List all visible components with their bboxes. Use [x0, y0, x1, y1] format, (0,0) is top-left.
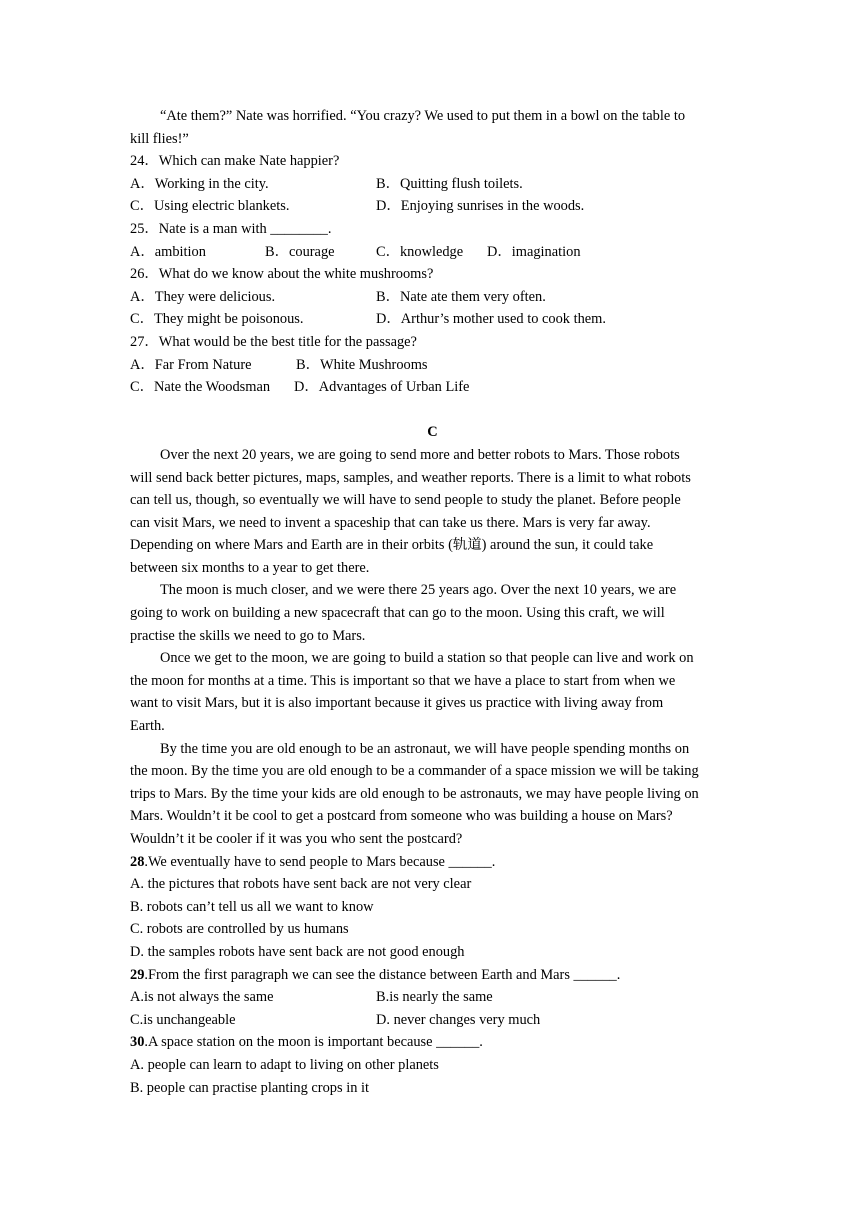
question-text: .From the first paragraph we can see the distance between Earth and Mars ______.: [144, 966, 621, 983]
question-29-options-row: [130, 1009, 735, 1032]
option-d: D．Enjoying sunrises in the woods.: [376, 198, 585, 215]
passage-line: want to visit Mars, but it is also important because it gives us practice with living away from: [130, 695, 664, 712]
question-24-options-row: [130, 173, 735, 196]
passage-line: the moon for months at a time. This is important so that we have a place to start from when we: [130, 672, 676, 689]
passage-c-paragraph-4: [130, 738, 735, 851]
passage-line: the moon. By the time you are old enough to be a commander of a space mission we will be taking: [130, 763, 699, 780]
question-25-options-row: [130, 241, 735, 264]
passage-line: can visit Mars, we need to invent a spaceship that can take us there. Mars is very far away.: [130, 514, 651, 531]
question-29-stem: [130, 964, 735, 987]
option-b: B．Nate ate them very often.: [376, 288, 546, 305]
passage-line: practise the skills we need to go to Mars.: [130, 627, 366, 644]
option-d: D．Advantages of Urban Life: [294, 379, 470, 396]
passage-c-paragraph-3: [130, 647, 735, 737]
option-b: B. robots can’t tell us all we want to know: [130, 898, 374, 915]
passage-line: The moon is much closer, and we were there 25 years ago. Over the next 10 years, we are: [160, 582, 677, 599]
option-a: A．They were delicious.: [130, 288, 276, 305]
question-text: .A space station on the moon is important because ______.: [144, 1034, 483, 1051]
option-c: C．They might be poisonous.: [130, 311, 304, 328]
option-c: C．knowledge: [376, 243, 464, 260]
option-a: A．Working in the city.: [130, 175, 269, 192]
option-c: C.is unchangeable: [130, 1011, 236, 1028]
passage-line: going to work on building a new spacecraft that can go to the moon. Using this craft, we will: [130, 605, 665, 622]
passage-line: can tell us, though, so eventually we will have to send people to study the planet. Before people: [130, 492, 681, 509]
section-c-heading: C: [427, 424, 438, 441]
passage-line: Wouldn’t it be cooler if it was you who sent the postcard?: [130, 831, 463, 847]
passage-b-line: “Ate them?” Nate was horrified. “You crazy? We used to put them in a bowl on the table to: [160, 108, 686, 124]
option-b: B．Quitting flush toilets.: [376, 175, 523, 192]
option-b: B．courage: [265, 243, 335, 260]
page-content: [130, 105, 735, 1099]
passage-line: between six months to a year to get there.: [130, 559, 370, 576]
question-number: 29: [130, 966, 145, 983]
option-b: B．White Mushrooms: [296, 356, 428, 373]
question-26-options-row: [130, 286, 735, 309]
option-a: A．ambition: [130, 243, 206, 260]
question-27-stem: 27．What would be the best title for the passage?: [130, 333, 417, 350]
option-b: B.is nearly the same: [376, 989, 493, 1006]
option-c: C．Using electric blankets.: [130, 198, 290, 215]
question-24-options-row: [130, 195, 735, 218]
question-number: 28: [130, 853, 145, 870]
option-d: D. never changes very much: [376, 1011, 541, 1028]
option-b: B. people can practise planting crops in it: [130, 1079, 369, 1096]
passage-line: will send back better pictures, maps, samples, and weather reports. There is a limit to what robots: [130, 469, 691, 486]
passage-b-line: kill flies!”: [130, 130, 189, 147]
option-d: D．Arthur’s mother used to cook them.: [376, 311, 606, 328]
option-d: D. the samples robots have sent back are not good enough: [130, 943, 465, 960]
question-28-stem: [130, 851, 735, 874]
question-text: .We eventually have to send people to Mars because ______.: [144, 853, 496, 870]
option-a: A. people can learn to adapt to living on other planets: [130, 1056, 439, 1073]
passage-line: By the time you are old enough to be an astronaut, we will have people spending months on: [160, 740, 690, 757]
option-a: A. the pictures that robots have sent back are not very clear: [130, 876, 472, 893]
question-25-stem: 25．Nate is a man with ________.: [130, 220, 332, 237]
option-c: C．Nate the Woodsman: [130, 379, 271, 396]
passage-line: trips to Mars. By the time your kids are old enough to be astronauts, we may have people living on: [130, 785, 699, 802]
passage-line: Over the next 20 years, we are going to send more and better robots to Mars. Those robots: [160, 446, 680, 463]
question-26-stem: 26．What do we know about the white mushrooms?: [130, 266, 434, 283]
option-a: A．Far From Nature: [130, 356, 252, 373]
option-c: C. robots are controlled by us humans: [130, 921, 349, 938]
passage-c-paragraph-2: [130, 579, 735, 647]
option-d: D．imagination: [487, 243, 581, 260]
question-27-options-row: [130, 376, 735, 399]
passage-line: Depending on where Mars and Earth are in their orbits (轨道) around the sun, it could take: [130, 537, 654, 554]
question-30-stem: [130, 1031, 735, 1054]
question-29-options-row: [130, 986, 735, 1009]
option-a: A.is not always the same: [130, 989, 274, 1006]
passage-line: Once we get to the moon, we are going to build a station so that people can live and work on: [160, 650, 694, 667]
question-number: 30: [130, 1034, 145, 1051]
question-24-stem: 24．Which can make Nate happier?: [130, 153, 340, 170]
passage-c-paragraph-1: [130, 444, 735, 580]
passage-line: Mars. Wouldn’t it be cool to get a postcard from someone who was building a house on Mars?: [130, 808, 673, 825]
question-27-options-row: [130, 354, 735, 377]
passage-line: Earth.: [130, 718, 165, 735]
question-26-options-row: [130, 308, 735, 331]
